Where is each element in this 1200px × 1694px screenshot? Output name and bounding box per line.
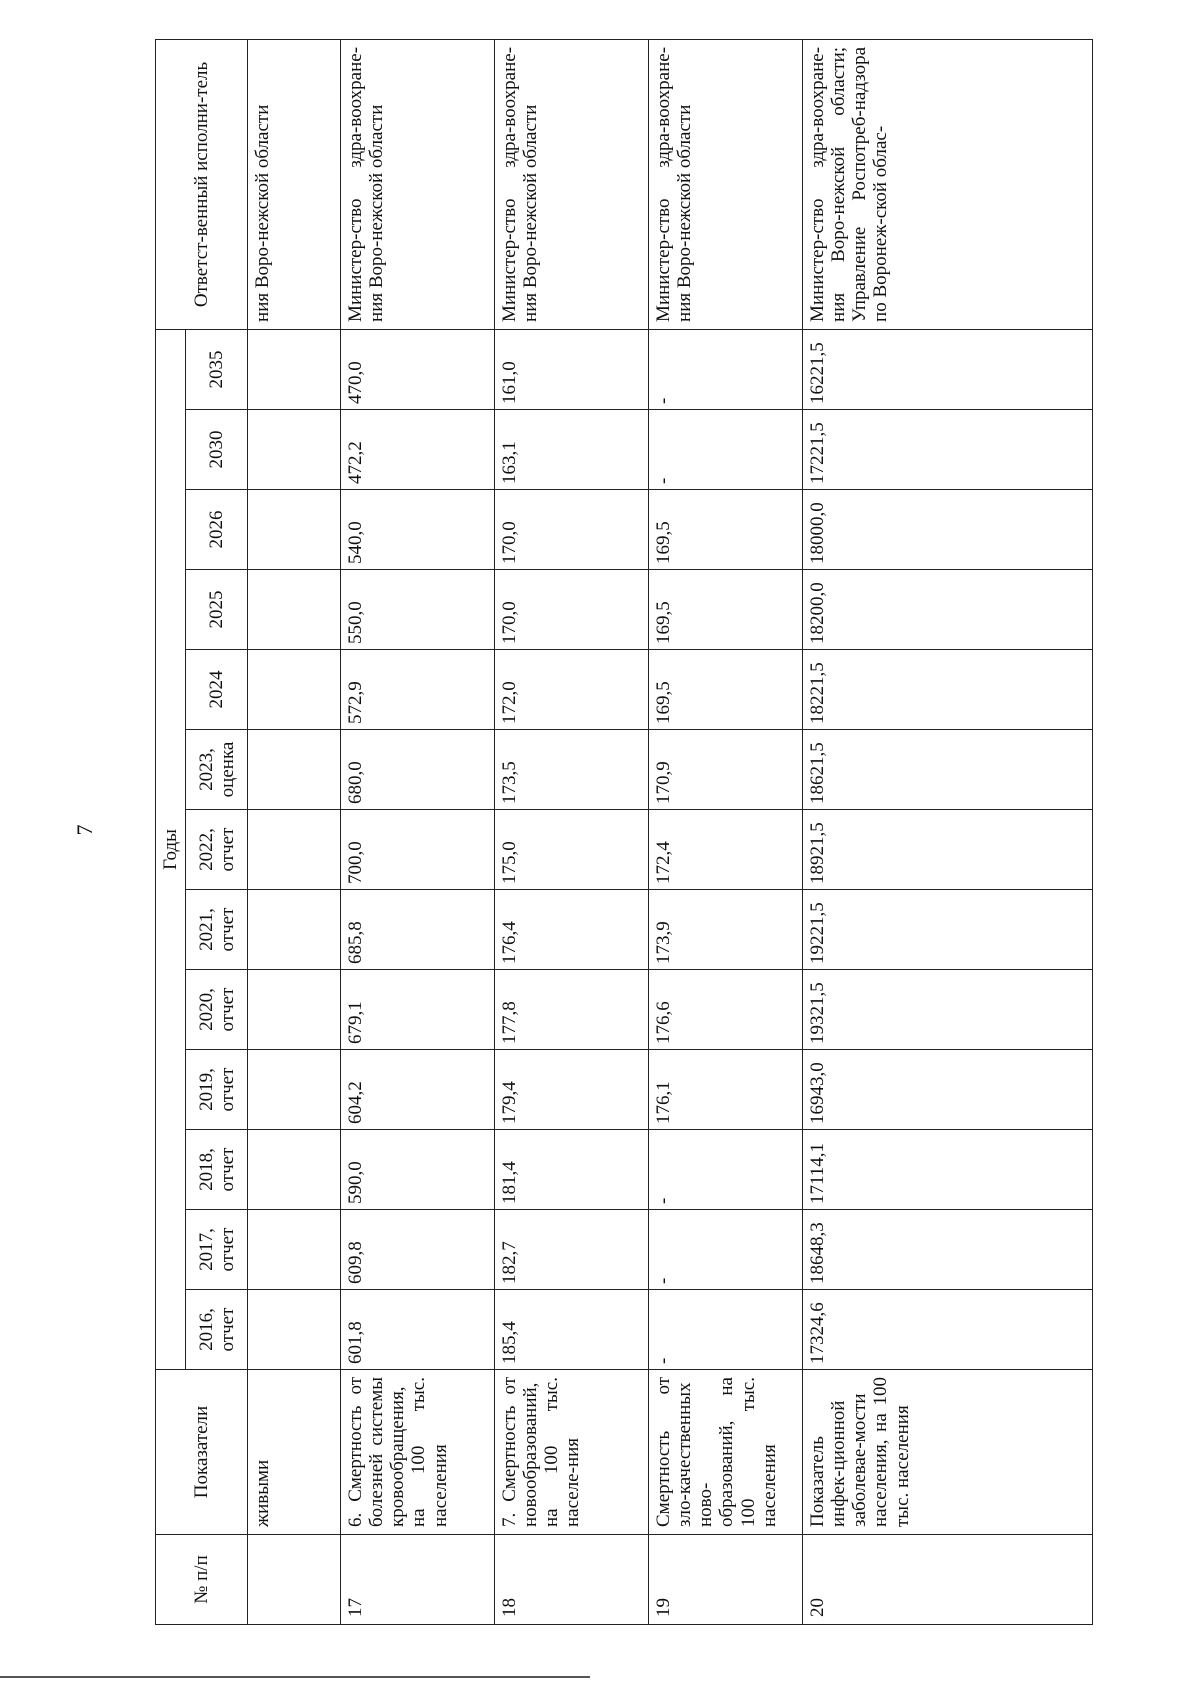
value-cell: - <box>648 410 802 490</box>
value-cell: 18921,5 <box>802 810 1093 890</box>
value-cell: 169,5 <box>648 490 802 570</box>
value-cell: - <box>648 329 802 409</box>
year-header: 2020, отчет <box>186 970 248 1050</box>
value-cell: 685,8 <box>340 890 494 970</box>
value-cell: 173,9 <box>648 890 802 970</box>
value-cell: 540,0 <box>340 490 494 570</box>
value-cell: 169,5 <box>648 570 802 650</box>
indicators-header: Показатели <box>156 1370 248 1535</box>
value-cell: 172,4 <box>648 810 802 890</box>
value-cell: 19221,5 <box>802 890 1093 970</box>
value-cell: 176,1 <box>648 1050 802 1130</box>
year-header: 2019, отчет <box>186 1050 248 1130</box>
value-cell <box>248 730 340 810</box>
table-row <box>648 39 802 1624</box>
value-cell: 590,0 <box>340 1130 494 1210</box>
year-header: 2026 <box>186 490 248 570</box>
value-cell: - <box>648 1290 802 1370</box>
num-header: № п/п <box>156 1535 248 1625</box>
value-cell <box>248 490 340 570</box>
value-cell: 18621,5 <box>802 730 1093 810</box>
year-header: 2022, отчет <box>186 810 248 890</box>
value-cell: - <box>648 1210 802 1290</box>
years-header: Годы <box>156 329 186 1369</box>
value-cell: 700,0 <box>340 810 494 890</box>
value-cell: 604,2 <box>340 1050 494 1130</box>
value-cell: 170,0 <box>494 490 648 570</box>
value-cell: 176,6 <box>648 970 802 1050</box>
value-cell <box>248 329 340 409</box>
year-header: 2021, отчет <box>186 890 248 970</box>
year-header: 2024 <box>186 650 248 730</box>
responsible-executor: Министер-ство здра-воохране-ния Воро-нежской области <box>494 39 648 329</box>
year-header: 2025 <box>186 570 248 650</box>
value-cell: - <box>648 1130 802 1210</box>
value-cell: 18648,3 <box>802 1210 1093 1290</box>
responsible-executor: Министер-ство здра-воохране-ния Воро-нежской области; Управление Роспотреб-надзора по Воронеж-ской облас- <box>802 39 1093 329</box>
value-cell <box>248 890 340 970</box>
value-cell: 17114,1 <box>802 1130 1093 1210</box>
value-cell: 179,4 <box>494 1050 648 1130</box>
row-number: 18 <box>494 1535 648 1625</box>
value-cell: 16221,5 <box>802 329 1093 409</box>
value-cell: 18000,0 <box>802 490 1093 570</box>
value-cell: 177,8 <box>494 970 648 1050</box>
value-cell: 170,0 <box>494 570 648 650</box>
value-cell: 161,0 <box>494 329 648 409</box>
year-header: 2030 <box>186 410 248 490</box>
value-cell <box>248 650 340 730</box>
value-cell <box>248 1130 340 1210</box>
value-cell: 16943,0 <box>802 1050 1093 1130</box>
value-cell <box>248 1290 340 1370</box>
value-cell: 609,8 <box>340 1210 494 1290</box>
value-cell <box>248 810 340 890</box>
value-cell <box>248 1050 340 1130</box>
value-cell: 470,0 <box>340 329 494 409</box>
value-cell: 601,8 <box>340 1290 494 1370</box>
value-cell: 173,5 <box>494 730 648 810</box>
value-cell: 18221,5 <box>802 650 1093 730</box>
value-cell <box>248 410 340 490</box>
table-row <box>340 39 494 1624</box>
row-number: 20 <box>802 1535 1093 1625</box>
value-cell: 185,4 <box>494 1290 648 1370</box>
indicator-name: Смертность от зло-качественных ново-образований, на 100 тыс. населения <box>648 1370 802 1535</box>
value-cell: 163,1 <box>494 410 648 490</box>
year-header: 2018, отчет <box>186 1130 248 1210</box>
year-header: 2023, оценка <box>186 730 248 810</box>
value-cell: 170,9 <box>648 730 802 810</box>
responsible-executor: Министер-ство здра-воохране-ния Воро-нежской области <box>648 39 802 329</box>
table-row <box>494 39 648 1624</box>
year-header: 2035 <box>186 329 248 409</box>
page-number: 7 <box>72 824 97 836</box>
row-number: 19 <box>648 1535 802 1625</box>
indicator-name: 7. Смертность от новообразований, на 100 тыс. населе-ния <box>494 1370 648 1535</box>
table-row <box>802 39 1093 1624</box>
value-cell: 176,4 <box>494 890 648 970</box>
value-cell: 679,1 <box>340 970 494 1050</box>
value-cell: 17324,6 <box>802 1290 1093 1370</box>
value-cell: 175,0 <box>494 810 648 890</box>
value-cell <box>248 1210 340 1290</box>
bottom-rule <box>0 1676 590 1678</box>
value-cell: 680,0 <box>340 730 494 810</box>
indicator-name: живыми <box>248 1370 340 1535</box>
value-cell: 182,7 <box>494 1210 648 1290</box>
value-cell: 472,2 <box>340 410 494 490</box>
indicators-table-container <box>155 40 1093 1625</box>
year-header: 2017, отчет <box>186 1210 248 1290</box>
value-cell: 18200,0 <box>802 570 1093 650</box>
responsible-executor: Министер-ство здра-воохране-ния Воро-нежской области <box>340 39 494 329</box>
row-number <box>248 1535 340 1625</box>
value-cell: 19321,5 <box>802 970 1093 1050</box>
value-cell <box>248 570 340 650</box>
table-row <box>248 39 340 1624</box>
value-cell: 572,9 <box>340 650 494 730</box>
value-cell: 17221,5 <box>802 410 1093 490</box>
value-cell: 550,0 <box>340 570 494 650</box>
value-cell <box>248 970 340 1050</box>
indicator-name: Показатель инфек-ционной заболевае-мости населения, на 100 тыс. населения <box>802 1370 1093 1535</box>
responsible-executor: ния Воро-нежской области <box>248 39 340 329</box>
value-cell: 181,4 <box>494 1130 648 1210</box>
indicator-name: 6. Смертность от болезней системы кровообращения, на 100 тыс. населения <box>340 1370 494 1535</box>
year-header: 2016, отчет <box>186 1290 248 1370</box>
row-number: 17 <box>340 1535 494 1625</box>
value-cell: 169,5 <box>648 650 802 730</box>
responsible-header: Ответст-венный исполни-тель <box>156 39 248 329</box>
indicators-table <box>155 39 1093 1625</box>
value-cell: 172,0 <box>494 650 648 730</box>
